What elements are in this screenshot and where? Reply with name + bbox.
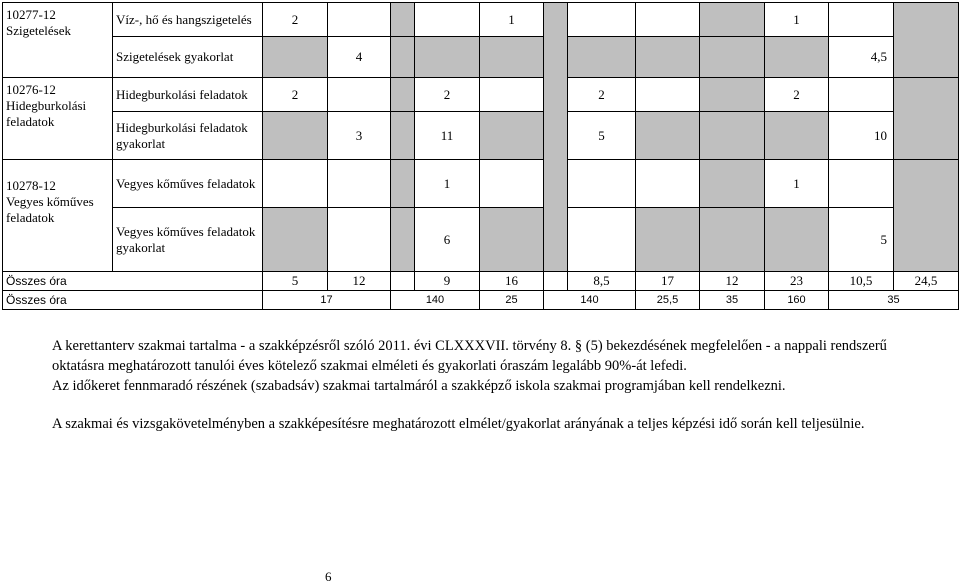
module-name: Hidegburkolási feladatok [6, 98, 87, 129]
value-cell [636, 3, 700, 37]
value-cell [568, 3, 636, 37]
total-cell [544, 272, 568, 291]
value-cell [263, 160, 328, 208]
total-cell: 16 [480, 272, 544, 291]
module-cell [3, 160, 113, 272]
table-row [3, 160, 959, 208]
value-cell: 5 [829, 208, 894, 272]
value-cell: 11 [415, 112, 480, 160]
gray-cell [391, 208, 415, 272]
total-cell: 5 [263, 272, 328, 291]
gray-cell [263, 208, 328, 272]
total-cell: 24,5 [894, 272, 959, 291]
value-cell [480, 78, 544, 112]
gray-cell [391, 160, 415, 208]
gray-cell [263, 37, 328, 78]
value-cell: 2 [568, 78, 636, 112]
module-code: 10276-12 [6, 82, 56, 97]
gray-cell [391, 112, 415, 160]
gray-cell [700, 208, 765, 272]
totals-row [3, 291, 959, 310]
total-cell: 12 [328, 272, 391, 291]
paragraph-free-time: Az időkeret fennmaradó részének (szabadsáv) szakmai tartalmáról a szakképző iskola szakmai programjában kell rendelkezni. [52, 378, 786, 394]
hours-table [2, 2, 959, 310]
value-cell [829, 78, 894, 112]
subject-cell: Vegyes kőműves feladatok [113, 160, 263, 208]
value-cell [480, 160, 544, 208]
totals-label: Összes óra [3, 272, 263, 291]
total-cell: 35 [829, 291, 959, 310]
value-cell: 4,5 [829, 37, 894, 78]
gray-cell [765, 208, 829, 272]
value-cell: 1 [765, 160, 829, 208]
gray-cell [700, 78, 765, 112]
value-cell: 1 [415, 160, 480, 208]
gray-cell [480, 37, 544, 78]
value-cell [568, 208, 636, 272]
value-cell [636, 160, 700, 208]
module-name: Szigetelések [6, 23, 71, 38]
total-cell: 140 [544, 291, 636, 310]
value-cell [328, 160, 391, 208]
gray-cell [894, 78, 959, 160]
value-cell: 2 [263, 3, 328, 37]
value-cell [415, 3, 480, 37]
gray-cell [480, 112, 544, 160]
gray-cell [894, 160, 959, 272]
gray-cell [636, 208, 700, 272]
total-cell: 10,5 [829, 272, 894, 291]
value-cell: 2 [415, 78, 480, 112]
module-code: 10278-12 [6, 178, 56, 193]
subject-cell: Vegyes kőműves feladatok gyakorlat [113, 208, 263, 272]
total-cell: 140 [391, 291, 480, 310]
value-cell: 3 [328, 112, 391, 160]
value-cell: 1 [765, 3, 829, 37]
value-cell [829, 160, 894, 208]
subject-cell: Víz-, hő és hangszigetelés [113, 3, 263, 37]
gray-cell [391, 37, 415, 78]
value-cell: 2 [765, 78, 829, 112]
subject-cell: Hidegburkolási feladatok [113, 78, 263, 112]
module-cell [3, 3, 113, 78]
module-cell [3, 78, 113, 160]
value-cell: 4 [328, 37, 391, 78]
value-cell [328, 208, 391, 272]
table-row [3, 208, 959, 272]
gray-cell [700, 112, 765, 160]
gray-cell [391, 3, 415, 37]
gray-cell [480, 208, 544, 272]
total-cell: 17 [263, 291, 391, 310]
gray-cell [700, 3, 765, 37]
totals-label: Összes óra [3, 291, 263, 310]
gray-cell [263, 112, 328, 160]
table-row [3, 112, 959, 160]
value-cell [328, 3, 391, 37]
subject-cell: Hidegburkolási feladatok gyakorlat [113, 112, 263, 160]
total-cell: 25,5 [636, 291, 700, 310]
table-row [3, 3, 959, 37]
module-code: 10277-12 [6, 7, 56, 22]
total-cell: 160 [765, 291, 829, 310]
gray-cell [636, 37, 700, 78]
gray-column [544, 3, 568, 272]
value-cell [328, 78, 391, 112]
total-cell: 25 [480, 291, 544, 310]
paragraph-ratio: A szakmai és vizsgakövetelményben a szakképesítésre meghatározott elmélet/gyakorlat arányának a teljes képzési idő során kell teljesülnie. [52, 416, 865, 432]
table-row [3, 78, 959, 112]
module-name: Vegyes kőműves feladatok [6, 194, 94, 225]
total-cell: 9 [415, 272, 480, 291]
value-cell: 6 [415, 208, 480, 272]
gray-cell [765, 112, 829, 160]
total-cell: 35 [700, 291, 765, 310]
total-cell: 8,5 [568, 272, 636, 291]
gray-cell [765, 37, 829, 78]
total-cell: 23 [765, 272, 829, 291]
value-cell: 10 [829, 112, 894, 160]
total-cell: 12 [700, 272, 765, 291]
value-cell: 2 [263, 78, 328, 112]
value-cell [829, 3, 894, 37]
gray-cell [700, 160, 765, 208]
gray-cell [894, 3, 959, 78]
value-cell: 1 [480, 3, 544, 37]
value-cell [568, 160, 636, 208]
subject-cell: Szigetelések gyakorlat [113, 37, 263, 78]
gray-cell [391, 78, 415, 112]
total-cell [391, 272, 415, 291]
gray-cell [568, 37, 636, 78]
totals-row [3, 272, 959, 291]
gray-cell [700, 37, 765, 78]
total-cell: 17 [636, 272, 700, 291]
gray-cell [415, 37, 480, 78]
value-cell: 5 [568, 112, 636, 160]
table-row [3, 37, 959, 78]
page-number: 6 [325, 569, 332, 584]
value-cell [636, 78, 700, 112]
gray-cell [636, 112, 700, 160]
paragraph-coverage: A kerettanterv szakmai tartalma - a szakképzésről szóló 2011. évi CLXXXVII. törvény 8. § (5) bekezdésének megfelelően - a nappali rendszerű oktatásra meghatározott tanulói éves kötelező szakmai elméleti és gyakorlati óraszám legalább 90%-át lefedi. [52, 338, 887, 374]
